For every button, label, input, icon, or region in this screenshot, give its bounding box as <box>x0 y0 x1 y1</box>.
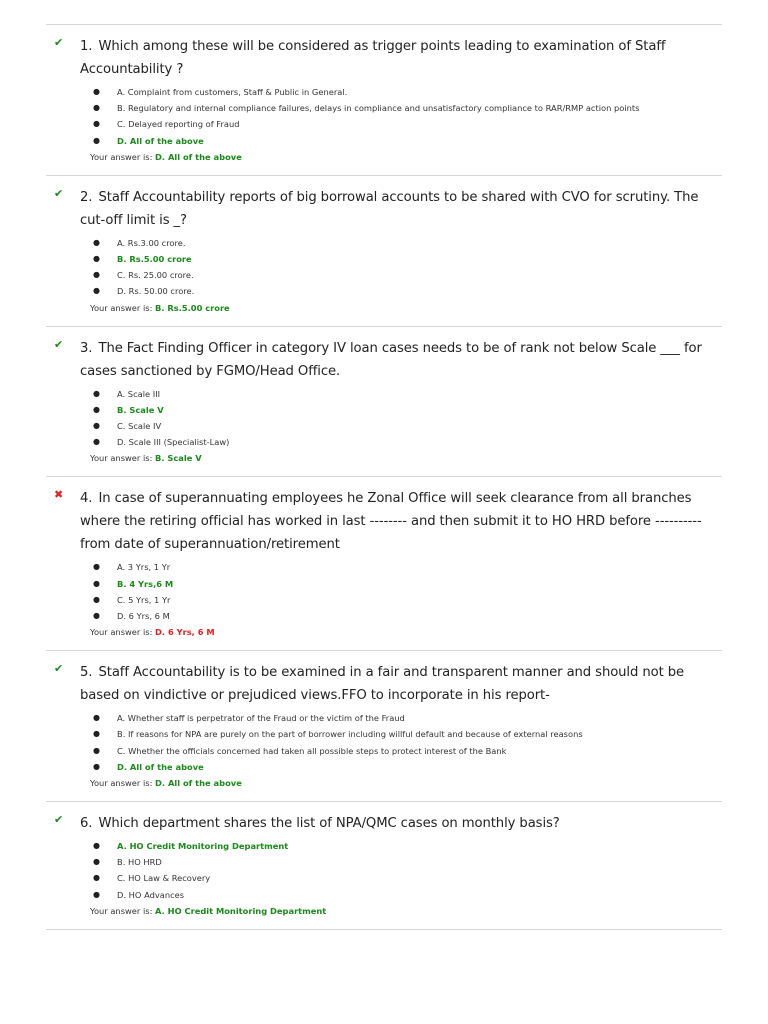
question-text <box>80 812 722 835</box>
your-answer <box>80 300 722 317</box>
question-prompt: The Fact Finding Officer in category IV loan cases needs to be of rank not below Scale ___ for cases sanctioned by FGMO/Head Office. <box>80 340 702 379</box>
bullet-icon: ● <box>93 745 100 755</box>
option-item <box>80 84 722 100</box>
option-item <box>80 559 722 575</box>
bullet-icon: ● <box>93 611 100 621</box>
answer-prefix: Your answer is: <box>90 905 153 916</box>
question-item <box>46 651 722 802</box>
your-answer <box>80 450 722 467</box>
option-label: C. HO Law & Recovery <box>117 873 211 884</box>
question-item <box>46 802 722 930</box>
option-item <box>80 592 722 608</box>
options-list <box>80 235 722 300</box>
bullet-icon: ● <box>93 841 100 851</box>
option-label: B. HO HRD <box>117 857 162 868</box>
option-item <box>80 418 722 434</box>
option-label: C. 5 Yrs, 1 Yr <box>117 594 171 605</box>
option-item-correct <box>80 133 722 149</box>
bullet-icon: ● <box>93 87 100 96</box>
question-item <box>46 25 722 176</box>
options-list <box>80 386 722 451</box>
option-item <box>80 116 722 132</box>
option-label: D. 6 Yrs, 6 M <box>117 611 170 622</box>
option-item <box>80 386 722 402</box>
option-label: A. HO Credit Monitoring Department <box>117 841 289 852</box>
quiz-results <box>46 24 722 930</box>
option-label: D. Rs. 50.00 crore. <box>117 286 195 297</box>
answer-prefix: Your answer is: <box>90 453 153 464</box>
option-label: B. If reasons for NPA are purely on the part of borrower including willful default and because of external reasons <box>117 729 583 740</box>
question-number: 6. <box>80 816 93 832</box>
your-answer <box>80 903 722 920</box>
option-label: A. Complaint from customers, Staff & Public in General. <box>117 87 348 97</box>
question-prompt: Staff Accountability reports of big borrowal accounts to be shared with CVO for scrutiny. The cut-off limit is _? <box>80 189 699 228</box>
bullet-icon: ● <box>93 237 100 247</box>
option-item <box>80 854 722 870</box>
question-text <box>80 35 722 81</box>
option-label: B. 4 Yrs,6 M <box>117 578 174 589</box>
your-answer <box>80 149 722 166</box>
bullet-icon: ● <box>93 286 100 296</box>
question-item <box>46 327 722 478</box>
question-number: 2. <box>80 189 93 205</box>
option-label: C. Rs. 25.00 crore. <box>117 270 194 281</box>
answer-value: A. HO Credit Monitoring Department <box>155 905 327 916</box>
answer-value: D. All of the above <box>155 151 242 162</box>
bullet-icon: ● <box>93 119 100 129</box>
cross-icon: ✖ <box>54 488 64 502</box>
option-label: A. 3 Yrs, 1 Yr <box>117 562 171 573</box>
bullet-icon: ● <box>93 404 100 414</box>
question-item <box>46 176 722 327</box>
question-number: 3. <box>80 340 93 356</box>
answer-prefix: Your answer is: <box>90 627 153 638</box>
bullet-icon: ● <box>93 421 100 431</box>
option-label: C. Delayed reporting of Fraud <box>117 119 240 130</box>
question-text <box>80 337 722 383</box>
option-label: D. All of the above <box>117 135 204 146</box>
bullet-icon: ● <box>93 857 100 867</box>
option-label: A. Whether staff is perpetrator of the Fraud or the victim of the Fraud <box>117 713 405 724</box>
option-item <box>80 743 722 759</box>
bullet-icon: ● <box>93 388 100 398</box>
question-prompt: Which department shares the list of NPA/QMC cases on monthly basis? <box>98 816 560 832</box>
option-label: B. Scale V <box>117 404 164 415</box>
option-item <box>80 434 722 450</box>
bullet-icon: ● <box>93 135 100 145</box>
bullet-icon: ● <box>93 761 100 771</box>
check-icon: ✔ <box>54 813 64 827</box>
question-item <box>46 477 722 651</box>
option-item-correct <box>80 759 722 775</box>
options-list <box>80 710 722 775</box>
answer-prefix: Your answer is: <box>90 302 153 313</box>
your-answer <box>80 624 722 641</box>
question-number: 4. <box>80 491 93 507</box>
bullet-icon: ● <box>93 873 100 883</box>
option-item-correct <box>80 576 722 592</box>
answer-prefix: Your answer is: <box>90 151 153 162</box>
answer-value: B. Scale V <box>155 453 202 464</box>
options-list <box>80 559 722 624</box>
question-number: 1. <box>80 39 93 54</box>
option-label: C. Whether the officials concerned had taken all possible steps to protect interest of the Bank <box>117 745 507 756</box>
bullet-icon: ● <box>93 254 100 264</box>
option-item <box>80 100 722 116</box>
question-text <box>80 186 722 232</box>
bullet-icon: ● <box>93 270 100 280</box>
question-prompt: Which among these will be considered as trigger points leading to examination of Staff Accountability ? <box>80 39 666 77</box>
option-label: D. Scale III (Specialist-Law) <box>117 437 230 448</box>
answer-value: D. All of the above <box>155 778 242 789</box>
options-list <box>80 838 722 903</box>
answer-value: D. 6 Yrs, 6 M <box>155 627 215 638</box>
option-item <box>80 710 722 726</box>
option-item <box>80 870 722 886</box>
bullet-icon: ● <box>93 713 100 723</box>
answer-prefix: Your answer is: <box>90 778 153 789</box>
option-item-correct <box>80 402 722 418</box>
option-item <box>80 235 722 251</box>
question-number: 5. <box>80 665 93 681</box>
question-text <box>80 661 722 707</box>
option-item-correct <box>80 838 722 854</box>
bullet-icon: ● <box>93 437 100 447</box>
option-item <box>80 726 722 742</box>
option-label: B. Rs.5.00 crore <box>117 254 192 265</box>
check-icon: ✔ <box>54 36 64 49</box>
bullet-icon: ● <box>93 103 100 113</box>
option-label: B. Regulatory and internal compliance failures, delays in compliance and unsatisfactory compliance to RAR/RMP action points <box>117 103 640 114</box>
option-label: A. Rs.3.00 crore. <box>117 237 186 248</box>
check-icon: ✔ <box>54 662 64 676</box>
option-item <box>80 608 722 624</box>
bullet-icon: ● <box>93 562 100 572</box>
answer-value: B. Rs.5.00 crore <box>155 302 230 313</box>
option-label: A. Scale III <box>117 388 161 399</box>
option-item <box>80 267 722 283</box>
question-prompt: In case of superannuating employees he Zonal Office will seek clearance from all branches where the retiring official has worked in last -------- and then submit it to HO HRD before ----------from date of superannuation/retirement <box>80 491 702 553</box>
bullet-icon: ● <box>93 889 100 899</box>
your-answer <box>80 775 722 792</box>
option-label: C. Scale IV <box>117 421 162 432</box>
option-label: D. All of the above <box>117 761 204 772</box>
question-prompt: Staff Accountability is to be examined in a fair and transparent manner and should not be based on vindictive or prejudiced views.FFO to incorporate in his report- <box>80 665 685 704</box>
bullet-icon: ● <box>93 594 100 604</box>
option-item <box>80 887 722 903</box>
option-item <box>80 283 722 299</box>
check-icon: ✔ <box>54 186 64 200</box>
question-text <box>80 487 722 556</box>
bullet-icon: ● <box>93 578 100 588</box>
bullet-icon: ● <box>93 729 100 739</box>
option-label: D. HO Advances <box>117 889 185 900</box>
options-list <box>80 84 722 149</box>
check-icon: ✔ <box>54 337 64 351</box>
option-item-correct <box>80 251 722 267</box>
